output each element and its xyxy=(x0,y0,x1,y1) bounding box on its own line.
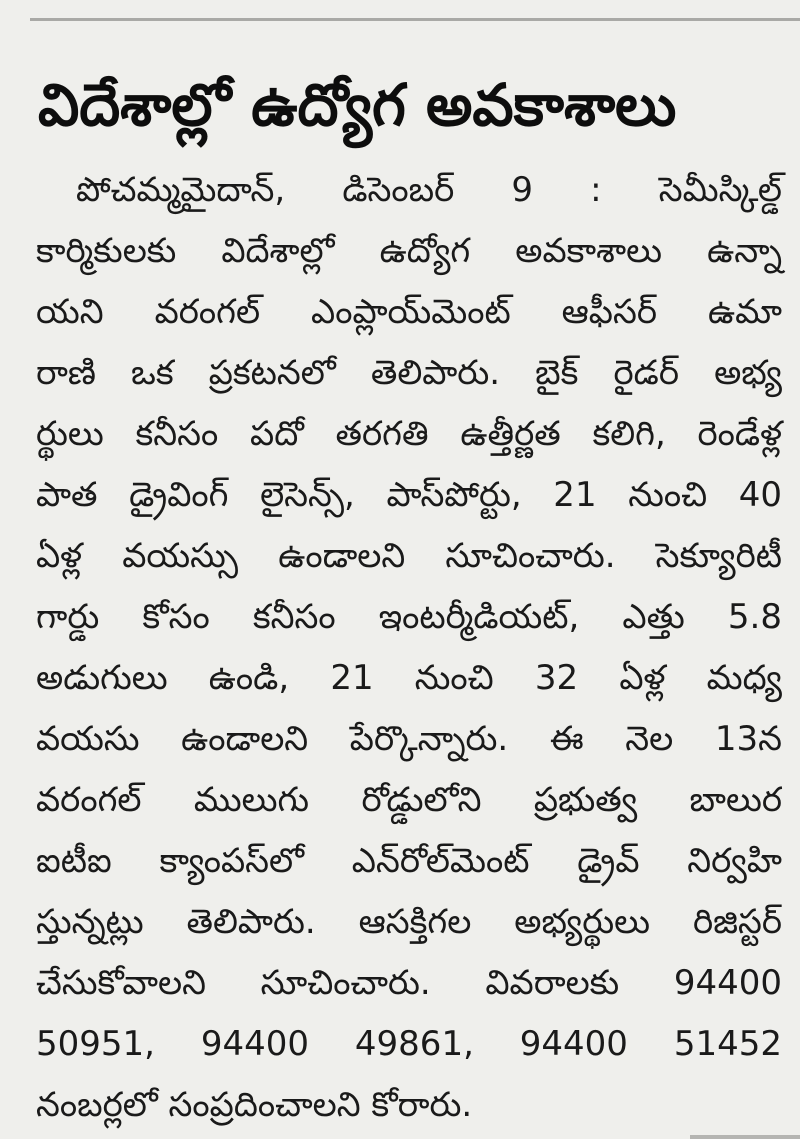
body-line: వయసు ఉండాలని పేర్కొన్నారు. ఈ నెల 13న xyxy=(36,719,782,759)
body-line: ఏళ్ల వయస్సు ఉండాలని సూచించారు. సెక్యూరిటీ xyxy=(36,536,782,576)
body-line: నంబర్లలో సంప్రదించాలని కోరారు. xyxy=(36,1085,473,1125)
body-line: యని వరంగల్ ఎంప్లాయ్‌మెంట్ ఆఫీసర్ ఉమా xyxy=(36,292,782,332)
body-line: పోచమ్మమైదాన్, డిసెంబర్ 9 : సెమీస్కిల్డ్ xyxy=(76,170,782,210)
body-line: రాణి ఒక ప్రకటనలో తెలిపారు. బైక్ రైడర్ అభ్య xyxy=(36,353,782,393)
top-rule xyxy=(30,18,800,21)
body-line: ఐటీఐ క్యాంపస్‌లో ఎన్‌రోల్‌మెంట్ డ్రైవ్ నిర్వహి xyxy=(36,841,782,881)
bottom-edge-mark xyxy=(690,1135,800,1139)
body-line: పాత డ్రైవింగ్ లైసెన్స్, పాస్‌పోర్టు, 21 నుంచి 40 xyxy=(36,475,782,515)
body-line: కార్మికులకు విదేశాల్లో ఉద్యోగ అవకాశాలు ఉన్నా xyxy=(36,231,782,271)
body-line: అడుగులు ఉండి, 21 నుంచి 32 ఏళ్ల మధ్య xyxy=(36,658,782,698)
body-line: చేసుకోవాలని సూచించారు. వివరాలకు 94400 xyxy=(36,963,782,1003)
body-line: స్తున్నట్లు తెలిపారు. ఆసక్తిగల అభ్యర్థులు రిజిస్టర్ xyxy=(36,902,782,942)
headline: విదేశాల్లో ఉద్యోగ అవకాశాలు xyxy=(38,71,677,139)
body-line: ర్థులు కనీసం పదో తరగతి ఉత్తీర్ణత కలిగి, రెండేళ్ల xyxy=(36,414,782,454)
body-line: 50951, 94400 49861, 94400 51452 xyxy=(36,1024,782,1064)
body-line: గార్డు కోసం కనీసం ఇంటర్మీడియట్, ఎత్తు 5.8 xyxy=(36,597,782,637)
body-line: వరంగల్ ములుగు రోడ్డులోని ప్రభుత్వ బాలుర xyxy=(36,780,782,820)
article-body xyxy=(36,160,782,1136)
